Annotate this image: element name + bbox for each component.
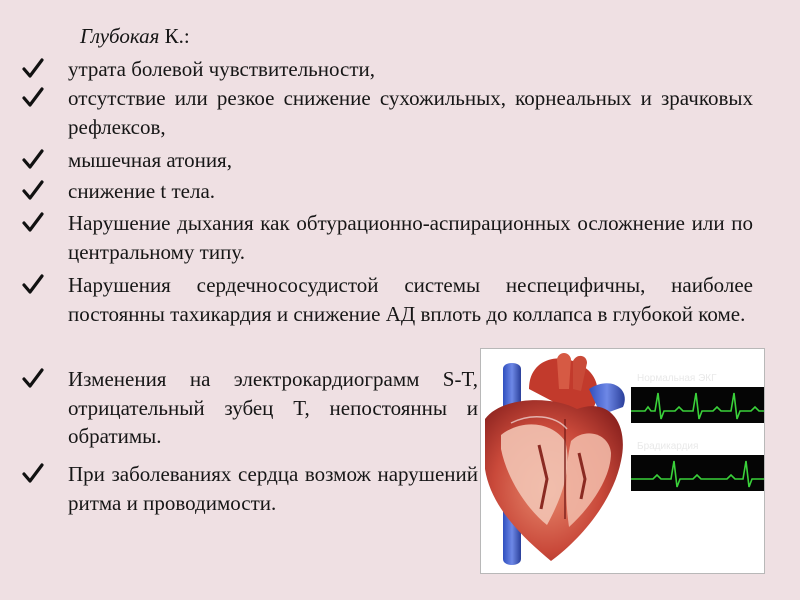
checkmark-icon [22, 179, 44, 201]
bullet-text: мышечная атония, [68, 148, 232, 172]
ecg-brady-label: Брадикардия [637, 441, 699, 452]
checkmark-icon [22, 211, 44, 233]
checkmark-icon [22, 148, 44, 170]
slide-heading [80, 24, 190, 48]
checkmark-icon [22, 462, 44, 484]
bullet-text: утрата болевой чувствительности, [68, 57, 375, 81]
ecg-brady-panel [631, 455, 764, 491]
heading-italic: Глубокая [80, 24, 160, 48]
bullet-text: отсутствие или резкое снижение сухожильных, корнеальных и зрачковых рефлексов, [68, 86, 753, 139]
ecg-normal-panel [631, 387, 764, 423]
heart-ecg-figure [480, 348, 765, 574]
checkmark-icon [22, 273, 44, 295]
ecg-normal-trace [631, 387, 764, 423]
ecg-normal-label: Нормальная ЭКГ [637, 373, 717, 384]
checkmark-icon [22, 57, 44, 79]
bullet-text: Изменения на электрокардиограмм S-T, отрицательный зубец T, непостоянны и обратимы. [68, 367, 478, 449]
bullet-text: При заболеваниях сердца возмож нарушений ритма и проводимости. [68, 462, 478, 515]
checkmark-icon [22, 367, 44, 389]
ecg-brady-trace [631, 455, 764, 491]
heading-rest: К.: [159, 24, 190, 48]
checkmark-icon [22, 86, 44, 108]
bullet-text: Нарушения сердечнососудистой системы неспецифичны, наиболее постоянны тахикардия и снижение АД вплоть до коллапса в глубокой коме. [68, 273, 753, 326]
bullet-text: Нарушение дыхания как обтурационно-аспирационных осложнение или по центральному типу. [68, 211, 753, 264]
bullet-text: снижение t тела. [68, 179, 216, 203]
